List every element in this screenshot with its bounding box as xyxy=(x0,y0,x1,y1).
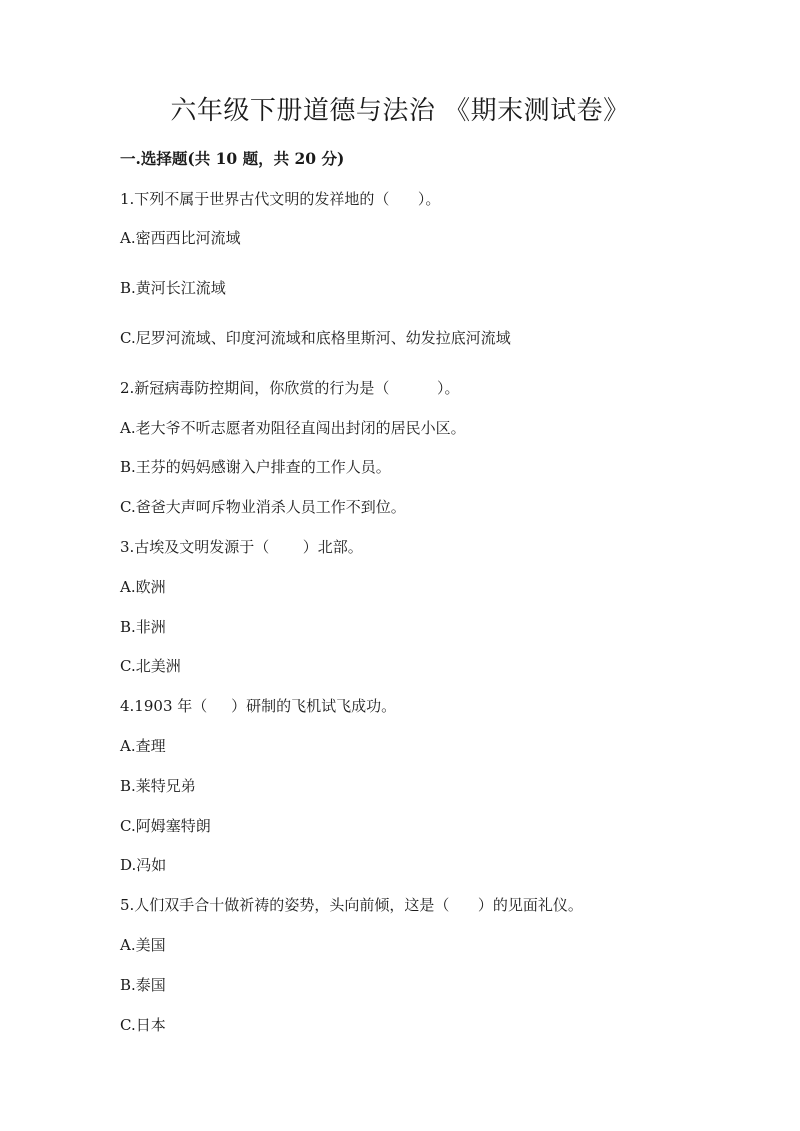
question-5-stem: 5.人们双手合十做祈祷的姿势，头向前倾，这是（ ）的见面礼仪。 xyxy=(120,896,583,914)
question-1-stem: 1.下列不属于世界古代文明的发祥地的（ ）。 xyxy=(120,190,441,208)
question-1-option-a: A.密西西比河流域 xyxy=(120,229,241,247)
question-4-stem: 4.1903 年（ ）研制的飞机试飞成功。 xyxy=(120,697,397,715)
question-4-option-a: A.查理 xyxy=(120,737,166,755)
question-4-option-d: D.冯如 xyxy=(120,856,167,874)
page-title: 六年级下册道德与法治 《期末测试卷》 xyxy=(170,96,630,126)
question-2-option-b: B.王芬的妈妈感谢入户排查的工作人员。 xyxy=(120,458,391,476)
question-3-option-b: B.非洲 xyxy=(120,618,166,636)
question-1-option-b: B.黄河长江流域 xyxy=(120,279,226,297)
question-5-option-a: A.美国 xyxy=(120,936,166,954)
question-4-option-c: C.阿姆塞特朗 xyxy=(120,817,211,835)
question-5-option-b: B.泰国 xyxy=(120,976,166,994)
question-3-option-c: C.北美洲 xyxy=(120,657,181,675)
question-2-option-a: A.老大爷不听志愿者劝阻径直闯出封闭的居民小区。 xyxy=(120,419,466,437)
question-5-option-c: C.日本 xyxy=(120,1016,166,1034)
question-2-stem: 2.新冠病毒防控期间，你欣赏的行为是（ ）。 xyxy=(120,379,460,397)
section-heading: 一.选择题(共 10 题，共 20 分) xyxy=(120,149,345,168)
question-2-option-c: C.爸爸大声呵斥物业消杀人员工作不到位。 xyxy=(120,498,406,516)
question-3-option-a: A.欧洲 xyxy=(120,578,166,596)
question-3-stem: 3.古埃及文明发源于（ ）北部。 xyxy=(120,538,363,556)
question-4-option-b: B.莱特兄弟 xyxy=(120,777,196,795)
question-1-option-c: C.尼罗河流域、印度河流域和底格里斯河、幼发拉底河流域 xyxy=(120,329,511,347)
